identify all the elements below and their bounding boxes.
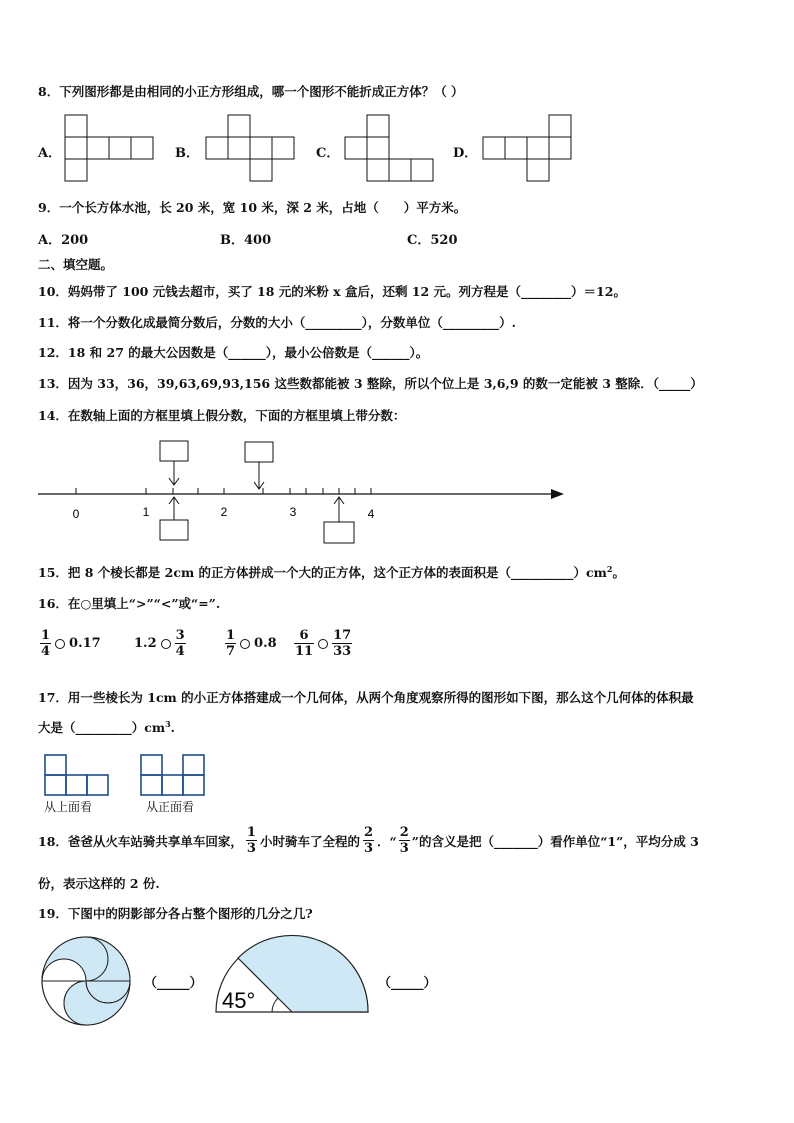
q15-main: 15．把 8 个棱长都是 2cm 的正方体拼成一个大的正方体，这个正方体的表面积是（__________）cm bbox=[38, 565, 607, 580]
net-b bbox=[205, 114, 299, 186]
q16-item-4-num2: 17 bbox=[333, 628, 352, 643]
view-front-label: 从正面看 bbox=[146, 800, 195, 814]
tick-label-0: 0 bbox=[72, 507, 80, 521]
q18-f2-num: 2 bbox=[363, 825, 374, 840]
q17-line1: 17．用一些棱长为 1cm 的小正方体搭建成一个几何体，从两个角度观察所得的图形如下图，那么这个几何体的体积最 bbox=[38, 690, 694, 705]
q11-text: 11．将一个分数化成最简分数后，分数的大小（_________），分数单位（_________）. bbox=[38, 315, 516, 330]
q9-text: 9．一个长方体水池，长 20 米，宽 10 米，深 2 米，占地（ ）平方米。 bbox=[38, 200, 467, 215]
q18-post: ”的含义是把（_______）看作单位“1”，平均分成 3 bbox=[411, 833, 699, 849]
yin-yang-figure bbox=[38, 934, 138, 1030]
q17-sup: 3 bbox=[165, 718, 171, 729]
q18-mid: 小时骑车了全程的 bbox=[259, 833, 360, 849]
q17-end: . bbox=[170, 720, 176, 735]
q19-blank-1[interactable]: （_____） bbox=[144, 976, 203, 991]
q16-item-3-rhs: 0.8 bbox=[254, 636, 277, 651]
compare-circle-3[interactable] bbox=[240, 639, 250, 649]
semicircle-figure bbox=[212, 928, 372, 1018]
q16-item-3-den: 7 bbox=[226, 644, 236, 659]
q16-text: 16．在○里填上“>”“<”或“=”. bbox=[38, 596, 221, 611]
q17-main: 大是（_________）cm bbox=[38, 720, 166, 735]
q17-line2 bbox=[38, 718, 175, 736]
answer-box-bottom-1 bbox=[160, 520, 188, 540]
q16-item-2 bbox=[134, 628, 186, 659]
q16-item-3 bbox=[225, 628, 277, 659]
net-a bbox=[64, 114, 158, 186]
angle-label: 45° bbox=[222, 988, 256, 1013]
view-top-label: 从上面看 bbox=[44, 800, 93, 814]
number-line-figure bbox=[36, 436, 571, 548]
q18-f3-num: 2 bbox=[399, 825, 409, 840]
q19-text: 19．下图中的阴影部分各占整个图形的几分之几? bbox=[38, 906, 313, 921]
q18-pre: 18．爸爸从火车站骑共享单车回家， bbox=[38, 833, 243, 849]
q16-item-4 bbox=[294, 628, 352, 659]
axis-ticks bbox=[76, 488, 371, 494]
compare-circle-4[interactable] bbox=[318, 639, 328, 649]
q10-text: 10．妈妈带了 100 元钱去超市，买了 18 元的米粉 x 盒后，还剩 12 元。列方程是（________）＝12。 bbox=[38, 284, 626, 299]
tick-label-4: 4 bbox=[367, 507, 375, 521]
q15-text bbox=[38, 563, 625, 581]
q8-option-c[interactable]: C． bbox=[316, 146, 340, 161]
net-d bbox=[482, 114, 576, 186]
q8-option-b[interactable]: B． bbox=[175, 146, 199, 161]
tick-label-1: 1 bbox=[142, 505, 150, 519]
q18-f3-den: 3 bbox=[399, 841, 409, 856]
q18-f1-num: 1 bbox=[246, 825, 256, 840]
q16-item-1-den: 4 bbox=[41, 644, 51, 659]
q18-mid2: ．“ bbox=[377, 833, 397, 849]
q8-option-d[interactable]: D． bbox=[453, 146, 478, 161]
answer-box-top-1 bbox=[160, 441, 188, 461]
q16-item-4-den2: 33 bbox=[333, 644, 352, 659]
tick-label-3: 3 bbox=[289, 505, 297, 519]
q8-option-a[interactable]: A． bbox=[38, 146, 62, 161]
view-front-figure bbox=[140, 754, 208, 798]
q16-item-1-num: 1 bbox=[41, 628, 51, 643]
q16-item-1 bbox=[40, 628, 101, 659]
q16-item-4-num: 6 bbox=[294, 628, 314, 644]
compare-circle-2[interactable] bbox=[161, 639, 171, 649]
answer-box-top-2 bbox=[245, 442, 273, 462]
q14-text: 14．在数轴上面的方框里填上假分数，下面的方框里填上带分数： bbox=[38, 408, 406, 423]
q16-item-2-lhs: 1.2 bbox=[134, 636, 157, 651]
q16-item-3-num: 1 bbox=[226, 628, 236, 643]
tick-label-2: 2 bbox=[220, 505, 228, 519]
q9-option-c[interactable]: C．520 bbox=[407, 233, 458, 248]
q9-option-b[interactable]: B．400 bbox=[220, 233, 272, 248]
q16-item-4-den: 11 bbox=[295, 644, 314, 659]
answer-box-bottom-2 bbox=[324, 522, 354, 543]
view-top-figure bbox=[44, 754, 112, 798]
q8-text: 8．下列图形都是由相同的小正方形组成，哪一个图形不能折成正方体？（ ） bbox=[38, 84, 464, 99]
q16-item-2-den: 4 bbox=[175, 644, 185, 659]
q19-blank-2[interactable]: （_____） bbox=[378, 976, 437, 991]
axis-arrow-icon bbox=[551, 489, 564, 499]
q15-sup: 2 bbox=[606, 563, 613, 574]
q18-line1 bbox=[38, 825, 699, 856]
q16-item-1-rhs: 0.17 bbox=[69, 636, 101, 651]
q13-text: 13．因为 33，36，39,63,69,93,156 这些数都能被 3 整除，所以个位上是 3,6,9 的数一定能被 3 整除．（_____） bbox=[38, 376, 703, 391]
q12-text: 12．18 和 27 的最大公因数是（______），最小公倍数是（______）。 bbox=[38, 345, 429, 360]
q18-f1-den: 3 bbox=[246, 841, 256, 856]
q18-f2-den: 3 bbox=[363, 841, 374, 856]
q18-line2: 份，表示这样的 2 份. bbox=[38, 876, 160, 891]
compare-circle-1[interactable] bbox=[55, 639, 65, 649]
section-heading: 二、填空题。 bbox=[38, 257, 114, 272]
q9-option-a[interactable]: A．200 bbox=[38, 233, 89, 248]
q15-end: 。 bbox=[612, 565, 625, 580]
q16-item-2-num: 3 bbox=[175, 628, 185, 643]
net-c bbox=[344, 114, 438, 186]
